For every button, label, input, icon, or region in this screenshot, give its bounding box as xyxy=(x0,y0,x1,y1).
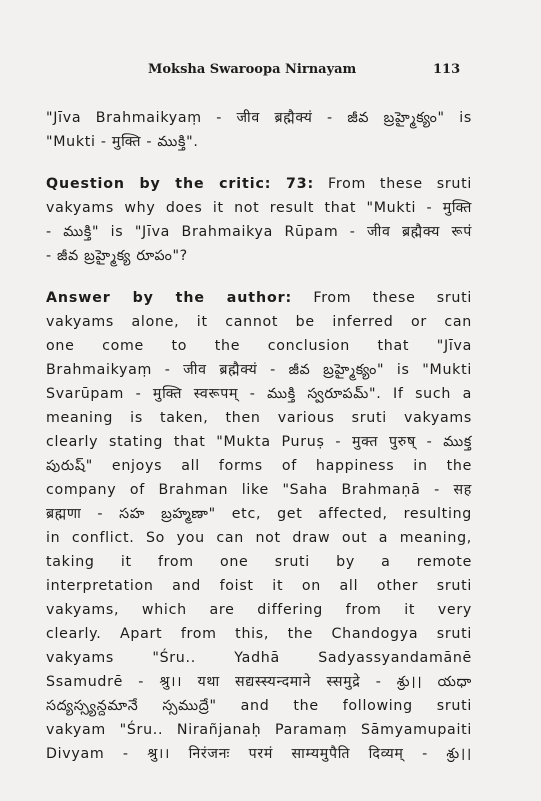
running-header xyxy=(0,62,541,82)
text-line xyxy=(46,359,472,381)
text-line xyxy=(46,383,472,405)
text-line xyxy=(46,623,472,645)
text-line xyxy=(46,455,472,477)
text-line xyxy=(46,647,472,669)
text-line xyxy=(46,695,472,717)
line-text: Divyam - श्रु।। निरंजनः परमं साम्यमुपैति दिव्यम् - శ్రు।। xyxy=(46,746,472,762)
line-text: one come to the conclusion that "Jīva xyxy=(46,338,472,354)
text-line xyxy=(46,245,472,267)
text-line xyxy=(46,575,472,597)
line-text: vakyams alone, it cannot be inferred or can xyxy=(46,314,472,330)
text-line xyxy=(46,287,472,309)
line-text: clearly. Apart from this, the Chandogya sruti xyxy=(46,626,472,642)
text-line xyxy=(46,131,472,153)
line-text: company of Brahman like "Saha Brahmaṇā - सह xyxy=(46,482,472,498)
bold-heading: Question by the critic: 73: xyxy=(46,176,315,192)
bold-heading: Answer by the author: xyxy=(46,290,293,306)
line-text: - జీవ బ్రహ్మైక్య రూపం"? xyxy=(46,248,188,264)
text-line xyxy=(46,107,472,129)
line-text: "Jīva Brahmaikyaṃ - जीव ब्रह्मैक्यं - జీవ బ్రహ్మైక్యం" is xyxy=(46,110,472,126)
line-text: ब्रह्मणा - సహ బ్రహ్మణా" etc, get affected, resulting xyxy=(46,506,472,522)
text-line xyxy=(46,173,472,195)
line-text: "Mukti - मुक्ति - ముక్తి". xyxy=(46,134,199,150)
text-line xyxy=(46,743,472,765)
line-text: meaning is taken, then various sruti vakyams xyxy=(46,410,472,426)
page-number: 113 xyxy=(433,62,461,77)
text-line xyxy=(46,407,472,429)
line-text: in conflict. So you can not draw out a meaning, xyxy=(46,530,472,546)
text-line xyxy=(46,599,472,621)
line-text: Ssamudrē - श्रु।। यथा सद्यस्स्यन्दमाने स्समुद्रे - శ్రు।। యధా xyxy=(46,674,472,690)
line-text: vakyams, which are differing from it very xyxy=(46,602,472,618)
text-line xyxy=(46,221,472,243)
line-text: taking it from one sruti by a remote xyxy=(46,554,472,570)
text-line xyxy=(46,479,472,501)
text-line xyxy=(46,311,472,333)
line-text: From these sruti xyxy=(314,176,473,192)
line-text: vakyams "Śru.. Yadhā Sadyassyandamānē xyxy=(46,650,472,666)
line-text: - ముక్తి" is "Jīva Brahmaikya Rūpam - जीव ब्रह्मैक्य रूपं xyxy=(46,224,472,240)
line-text: Svarūpam - मुक्ति स्वरूपम् - ముక్తి స్వరూపమ్". If such a xyxy=(46,386,472,402)
line-text: From these sruti xyxy=(292,290,472,306)
text-line xyxy=(46,431,472,453)
line-text: vakyams why does it not result that "Mukti - मुक्ति xyxy=(46,200,472,216)
text-line xyxy=(46,503,472,525)
text-line xyxy=(46,335,472,357)
line-text: interpretation and foist it on all other sruti xyxy=(46,578,472,594)
line-text: సద్యస్స్యన్దమానే స్సముద్రే" and the following sruti xyxy=(46,698,472,714)
text-line xyxy=(46,527,472,549)
text-line xyxy=(46,197,472,219)
header-title: Moksha Swaroopa Nirnayam xyxy=(148,62,357,77)
line-text: పురుష్" enjoys all forms of happiness in the xyxy=(46,458,472,474)
line-text: Brahmaikyaṃ - जीव ब्रह्मैक्यं - జీవ బ్రహ్మైక్యం" is "Mukti xyxy=(46,362,472,378)
text-line xyxy=(46,671,472,693)
line-text: clearly stating that "Mukta Puruṣ - मुक्त पुरुष् - ముక్త xyxy=(46,434,472,450)
text-line xyxy=(46,719,472,741)
text-line xyxy=(46,551,472,573)
line-text: vakyam "Śru.. Nirañjanaḥ Paramaṃ Sāmyamupaiti xyxy=(46,722,472,738)
